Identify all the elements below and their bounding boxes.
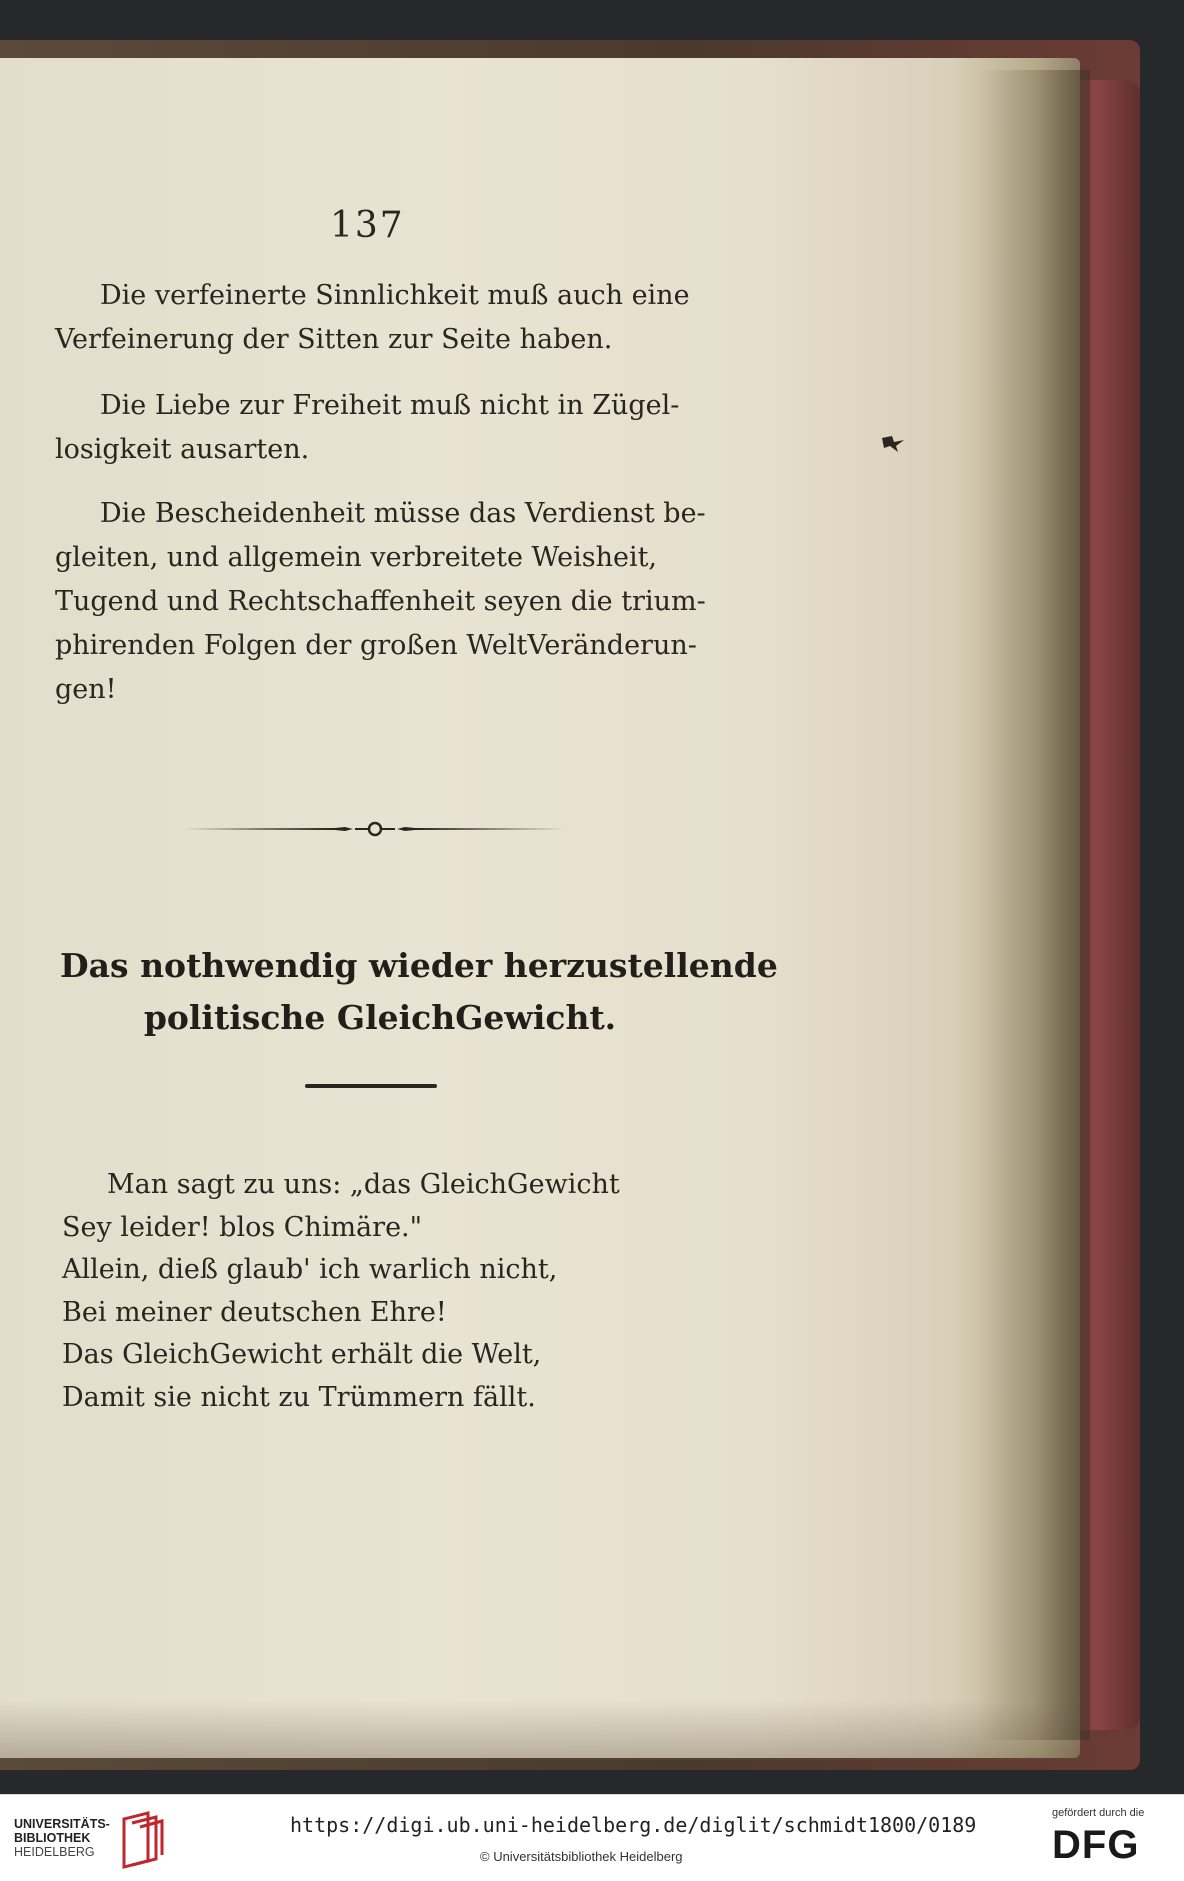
copyright-text: © Universitätsbibliothek Heidelberg	[480, 1849, 683, 1864]
paragraph-1	[55, 274, 695, 362]
poem-line: Allein, dieß glaub' ich warlich nicht,	[62, 1254, 558, 1285]
page-edge-shadow	[980, 70, 1090, 1740]
poem-line: Bei meiner deutschen Ehre!	[62, 1296, 447, 1328]
margin-mark	[880, 432, 906, 454]
library-logo-text	[14, 1817, 110, 1859]
paragraph-3	[55, 492, 706, 712]
text-line: Die verfeinerte Sinnlichkeit muß auch eine	[100, 280, 690, 311]
poem-line: Damit sie nicht zu Trümmern fällt.	[62, 1381, 536, 1413]
text-line: Die Liebe zur Freiheit muß nicht in Zügel-	[100, 390, 680, 421]
poem-line: Das GleichGewicht erhält die Welt,	[62, 1339, 542, 1370]
footer-bar	[0, 1794, 1184, 1881]
document-url-link[interactable]: https://digi.ub.uni-heidelberg.de/diglit/schmidt1800/0189	[290, 1813, 977, 1837]
poem-line: Sey leider! blos Chimäre."	[62, 1211, 423, 1243]
text-line: gleiten, und allgemein verbreitete Weisheit,	[55, 542, 658, 573]
text-line: Verfeinerung der Sitten zur Seite haben.	[55, 324, 613, 355]
ornament-divider	[185, 818, 565, 840]
library-name-line2: BIBLIOTHEK	[14, 1831, 91, 1845]
poem	[62, 1164, 620, 1419]
heading-rule	[305, 1084, 437, 1088]
text-line: phirenden Folgen der großen WeltVeränderun-	[55, 630, 697, 661]
paragraph-2	[55, 384, 695, 472]
funding-note: gefördert durch die	[1052, 1807, 1145, 1819]
heading-line: politische GleichGewicht.	[143, 998, 617, 1037]
library-name-line1: UNIVERSITÄTS-	[14, 1817, 110, 1831]
page-number: 137	[330, 205, 405, 246]
page-bottom-shadow	[0, 1700, 1080, 1760]
text-line: Die Bescheidenheit müsse das Verdienst be-	[100, 498, 706, 529]
dfg-logo: DFG	[1052, 1823, 1140, 1867]
text-line: losigkeit ausarten.	[55, 434, 310, 465]
poem-line: Man sagt zu uns: „das GleichGewicht	[107, 1169, 620, 1200]
text-line: gen!	[55, 674, 117, 705]
text-line: Tugend und Rechtschaffenheit seyen die trium-	[55, 586, 706, 617]
library-logo-icon	[118, 1809, 166, 1869]
section-heading	[60, 940, 778, 1044]
library-name-line3: HEIDELBERG	[14, 1845, 95, 1859]
heading-line: Das nothwendig wieder herzustellende	[60, 946, 778, 985]
